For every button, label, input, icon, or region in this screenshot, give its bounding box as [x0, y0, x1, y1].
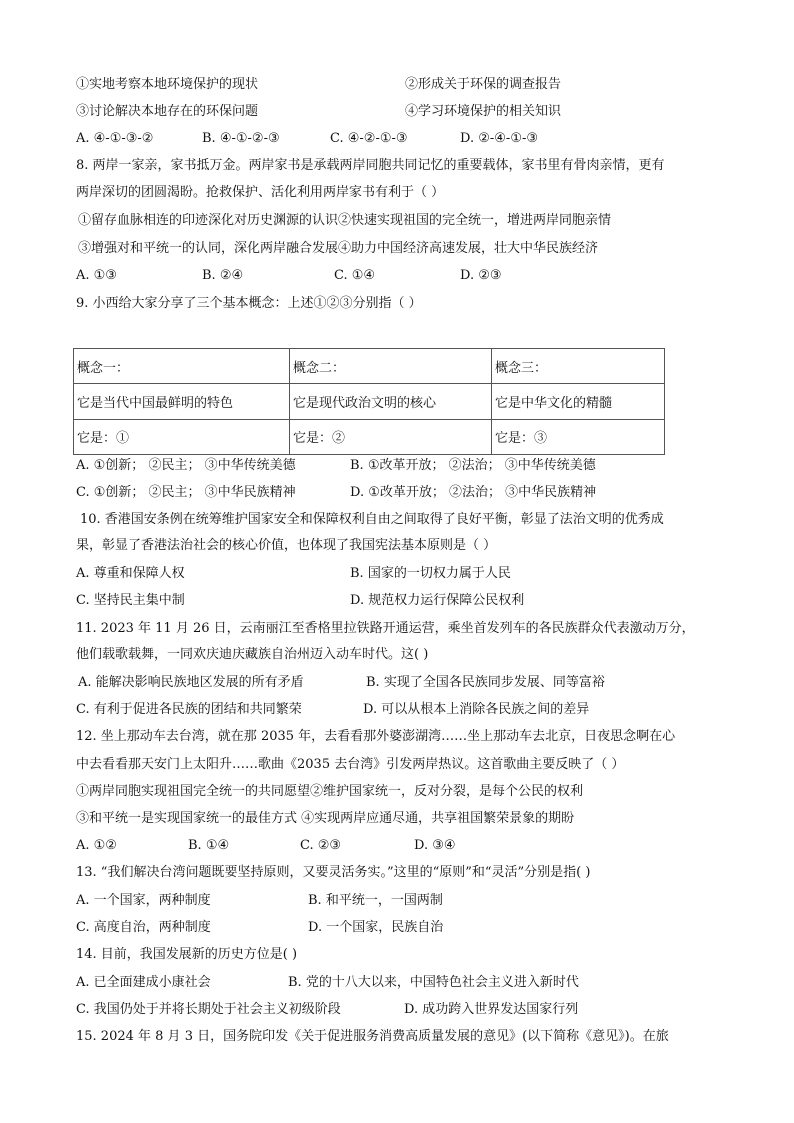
q7-option-d: D. ②-④-①-③: [460, 131, 539, 146]
q12-stem-line2: 中去看看那天安门上太阳升……歌曲《2035 去台湾》引发两岸热议。这首歌曲主要反映了（ ）: [76, 757, 625, 772]
table-cell: 概念三：: [492, 349, 665, 384]
q12-option-d: D. ③④: [414, 838, 456, 853]
table-cell: 它是中华文化的精髓: [492, 384, 665, 419]
q9-stem: 9. 小西给大家分享了三个基本概念：上述①②③分别指（ ）: [76, 296, 422, 311]
table-cell: 它是当代中国最鲜明的特色: [74, 384, 290, 419]
table-cell: 概念二：: [290, 349, 492, 384]
q8-statement-line2: ③增强对和平统一的认同，深化两岸融合发展④助力中国经济高速发展，壮大中华民族经济: [78, 241, 599, 256]
q11-stem-line1: 11. 2023 年 11 月 26 日，云南丽江至香格里拉铁路开通运营，乘坐首发列车的各民族群众代表激动万分，: [76, 621, 695, 636]
q8-option-a: A. ①③: [76, 268, 117, 283]
q7-option-b: B. ④-①-②-③: [202, 131, 280, 146]
q7-item3: ③讨论解决本地存在的环保问题: [76, 104, 259, 119]
table-cell: 它是：①: [74, 419, 290, 454]
q13-option-b: B. 和平统一，一国两制: [308, 893, 443, 908]
q10-stem-line1: 10. 香港国安条例在统筹维护国家安全和保障权利自由之间取得了良好平衡，彰显了法治文明的优秀成: [80, 512, 664, 527]
table-row: [74, 384, 665, 419]
q9-option-a: A. ①创新； ②民主； ③中华传统美德: [76, 458, 296, 473]
q10-option-c: C. 坚持民主集中制: [76, 593, 185, 608]
q14-stem: 14. 目前，我国发展新的历史方位是( ): [76, 947, 298, 962]
q7-option-c: C. ④-②-①-③: [330, 131, 408, 146]
q14-option-c: C. 我国仍处于并将长期处于社会主义初级阶段: [76, 1002, 341, 1017]
table-row: [74, 349, 665, 384]
q9-concept-table: [73, 348, 665, 455]
q11-option-a: A. 能解决影响民族地区发展的所有矛盾: [78, 675, 304, 690]
q12-stem-line1: 12. 坐上那动车去台湾，就在那 2035 年，去看看那外婆澎湖湾……坐上那动车去北京，日夜思念啊在心: [76, 729, 676, 744]
q8-option-d: D. ②③: [460, 268, 502, 283]
q8-option-c: C. ①④: [334, 268, 376, 283]
q14-option-b: B. 党的十八大以来，中国特色社会主义进入新时代: [288, 975, 579, 990]
q12-option-a: A. ①②: [76, 838, 117, 853]
q10-option-a: A. 尊重和保障人权: [76, 566, 185, 581]
table-cell: 它是：③: [492, 419, 665, 454]
q11-option-d: D. 可以从根本上消除各民族之间的差异: [363, 702, 590, 717]
q9-option-c: C. ①创新； ②民主； ③中华民族精神: [76, 485, 296, 500]
q10-option-d: D. 规范权力运行保障公民权利: [350, 593, 525, 608]
q9-option-d: D. ①改革开放； ②法治； ③中华民族精神: [350, 485, 597, 500]
q15-stem-line1: 15. 2024 年 8 月 3 日，国务院印发《关于促进服务消费高质量发展的意见》(以下简称《意见》)。在旅: [76, 1029, 669, 1044]
table-cell: 概念一：: [74, 349, 290, 384]
q8-stem-line1: 8. 两岸一家亲，家书抵万金。两岸家书是承载两岸同胞共同记忆的重要载体，家书里有骨肉亲情，更有: [76, 158, 665, 173]
q12-option-c: C. ②③: [300, 838, 342, 853]
q10-stem-line2: 果，彰显了香港法治社会的核心价值，也体现了我国宪法基本原则是（ ）: [76, 538, 497, 553]
q13-stem: 13. “我们解决台湾问题既要坚持原则，又要灵活务实。”这里的“原则”和“灵活”分别是指( ): [76, 865, 591, 880]
q8-statement-line1: ①留存血脉相连的印迹深化对历史渊源的认识②快速实现祖国的完全统一，增进两岸同胞亲情: [78, 213, 612, 228]
table-cell: 它是现代政治文明的核心: [290, 384, 492, 419]
q14-option-a: A. 已全面建成小康社会: [76, 975, 211, 990]
q14-option-d: D. 成功跨入世界发达国家行列: [404, 1002, 579, 1017]
q11-option-c: C. 有利于促进各民族的团结和共同繁荣: [76, 702, 302, 717]
q8-stem-line2: 两岸深切的团圆渴盼。抢救保护、活化利用两岸家书有利于（ ）: [76, 185, 445, 200]
q12-statement-line2: ③和平统一是实现国家统一的最佳方式 ④实现两岸应通尽通，共享祖国繁荣景象的期盼: [76, 811, 575, 826]
q12-option-b: B. ①④: [188, 838, 230, 853]
q13-option-c: C. 高度自治，两种制度: [76, 920, 211, 935]
q12-statement-line1: ①两岸同胞实现祖国完全统一的共同愿望②维护国家统一，反对分裂，是每个公民的权利: [76, 784, 584, 799]
q7-item2: ②形成关于环保的调查报告: [405, 77, 562, 92]
q8-option-b: B. ②④: [202, 268, 244, 283]
q11-option-b: B. 实现了全国各民族同步发展、同等富裕: [366, 675, 605, 690]
q9-option-b: B. ①改革开放； ②法治； ③中华传统美德: [350, 458, 596, 473]
q7-item4: ④学习环境保护的相关知识: [405, 104, 562, 119]
table-row: [74, 419, 665, 454]
q7-item1: ①实地考察本地环境保护的现状: [76, 77, 259, 92]
q11-stem-line2: 他们载歌载舞，一同欢庆迪庆藏族自治州迈入动车时代。这( ): [76, 647, 429, 662]
q13-option-d: D. 一个国家，民族自治: [308, 920, 444, 935]
table-cell: 它是：②: [290, 419, 492, 454]
q13-option-a: A. 一个国家，两种制度: [76, 893, 211, 908]
q7-option-a: A. ④-①-③-②: [76, 131, 154, 146]
q10-option-b: B. 国家的一切权力属于人民: [350, 566, 511, 581]
